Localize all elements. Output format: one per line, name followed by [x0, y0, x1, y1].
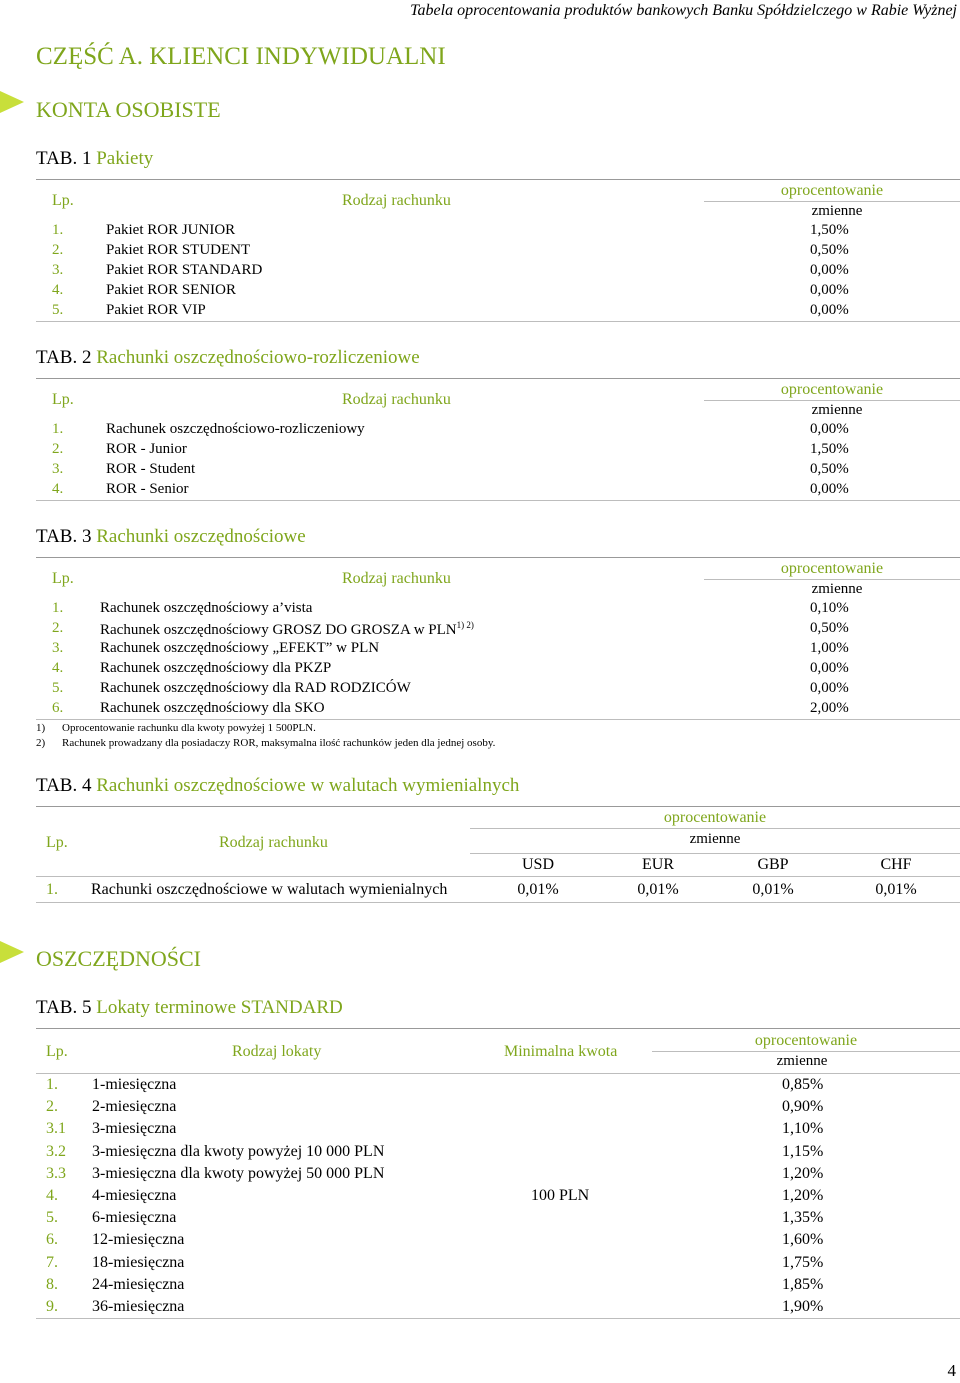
- row-rate: 1,15%: [782, 1142, 824, 1160]
- row-name: Rachunek oszczędnościowo-rozliczeniowy: [106, 421, 365, 437]
- row-name: ROR - Senior: [106, 481, 189, 497]
- tab3-number: TAB. 3: [36, 526, 92, 547]
- row-lp: 3.: [52, 262, 64, 278]
- footnote: [36, 737, 496, 749]
- row-name: Pakiet ROR JUNIOR: [106, 222, 236, 238]
- row-lp: 5.: [52, 680, 64, 696]
- tab4-subheader-rule: [470, 853, 960, 854]
- row-lp: 2.: [46, 1098, 58, 1116]
- row-name: 1-miesięczna: [92, 1076, 177, 1093]
- tab5-oproc-header: oprocentowanie: [754, 1032, 858, 1049]
- page-number: 4: [947, 1361, 956, 1380]
- row-name: 18-miesięczna: [92, 1253, 185, 1271]
- row-name: 4-miesięczna: [92, 1187, 177, 1204]
- tab1-header-rule: [704, 201, 960, 202]
- row-rate: 0,00%: [810, 660, 849, 676]
- tab2-bottom-rule: [36, 500, 960, 501]
- row-lp: 6.: [52, 700, 64, 716]
- row-name-text: Rachunek oszczędnościowy GROSZ DO GROSZA w PLN: [100, 622, 457, 638]
- row-lp: 1.: [52, 421, 64, 437]
- row-rate: 1,85%: [782, 1275, 824, 1293]
- section-title-oszczednosci: OSZCZĘDNOŚCI: [36, 946, 202, 971]
- row-lp: 5.: [52, 302, 64, 318]
- part-title: CZĘŚĆ A. KLIENCI INDYWIDUALNI: [36, 43, 446, 70]
- tab3-rodzaj-header: Rodzaj rachunku: [342, 570, 451, 587]
- tab3-top-rule: [36, 557, 960, 558]
- tab3-title: [36, 526, 306, 548]
- row-rate-chf: 0,01%: [875, 881, 917, 898]
- tab5-min-header: Minimalna kwota: [504, 1043, 618, 1060]
- row-lp: 1.: [46, 1076, 58, 1093]
- row-lp: 2.: [52, 242, 64, 258]
- arrow-marker-icon: [0, 91, 24, 113]
- row-lp: 2.: [52, 441, 64, 457]
- tab3-header-rule: [704, 579, 960, 580]
- tab4-name: Rachunki oszczędnościowe w walutach wymienialnych: [96, 775, 520, 796]
- tab1-name: Pakiety: [96, 148, 154, 169]
- tab5-header-rule: [652, 1051, 960, 1052]
- row-name: 6-miesięczna: [92, 1209, 177, 1227]
- tab2-title: [36, 347, 420, 369]
- tab2-number: TAB. 2: [36, 347, 92, 368]
- tab2-oproc-header: oprocentowanie: [780, 381, 884, 398]
- tab1-top-rule: [36, 179, 960, 180]
- footnote-mark: 2): [36, 737, 46, 749]
- row-lp: 2.: [52, 620, 64, 636]
- row-name: Rachunki oszczędnościowe w walutach wymienialnych: [91, 881, 448, 898]
- row-lp: 4.: [52, 660, 64, 676]
- row-rate: 0,00%: [810, 680, 849, 696]
- row-rate: 1,90%: [782, 1298, 824, 1315]
- row-rate: 0,00%: [810, 262, 849, 278]
- tab3-name: Rachunki oszczędnościowe: [96, 526, 306, 547]
- footnote: [36, 722, 316, 734]
- row-rate: 1,50%: [810, 441, 849, 457]
- row-lp: 1.: [52, 600, 64, 616]
- tab1-rodzaj-header: Rodzaj rachunku: [342, 192, 451, 209]
- row-lp: 4.: [52, 481, 64, 497]
- row-rate: 0,00%: [810, 421, 849, 437]
- tab4-bottom-rule: [36, 902, 960, 903]
- row-lp: 5.: [46, 1209, 58, 1227]
- tab1-number: TAB. 1: [36, 148, 92, 169]
- row-name: Pakiet ROR STUDENT: [106, 242, 251, 258]
- tab5-bottom-rule: [36, 1318, 960, 1319]
- footnote-mark: 1): [36, 722, 46, 734]
- row-rate: 0,50%: [810, 620, 849, 636]
- row-lp: 9.: [46, 1298, 58, 1315]
- row-lp: 1.: [52, 222, 64, 238]
- tab5-lp-header: Lp.: [46, 1043, 68, 1060]
- tab1-zmienne-header: zmienne: [811, 203, 863, 219]
- row-rate: 0,00%: [810, 481, 849, 497]
- tab4-zmienne-header: zmienne: [689, 831, 741, 847]
- row-name: Rachunek oszczędnościowy a’vista: [100, 600, 313, 616]
- tab4-number: TAB. 4: [36, 775, 92, 796]
- row-lp: 3.1: [46, 1120, 66, 1138]
- row-lp: 4.: [46, 1187, 58, 1204]
- row-rate-eur: 0,01%: [637, 881, 679, 898]
- tab3-zmienne-header: zmienne: [811, 581, 863, 597]
- row-name: Pakiet ROR SENIOR: [106, 282, 237, 298]
- tab1-oproc-header: oprocentowanie: [780, 182, 884, 199]
- tab4-oproc-header: oprocentowanie: [663, 809, 767, 826]
- row-rate: 1,35%: [782, 1209, 824, 1227]
- row-name: 36-miesięczna: [92, 1298, 185, 1315]
- row-name: 3-miesięczna dla kwoty powyżej 50 000 PLN: [92, 1164, 385, 1182]
- row-lp: 4.: [52, 282, 64, 298]
- min-amount: 100 PLN: [531, 1187, 590, 1204]
- row-name: 2-miesięczna: [92, 1098, 177, 1116]
- section-title-konta: KONTA OSOBISTE: [36, 97, 221, 122]
- row-rate: 2,00%: [810, 700, 849, 716]
- row-rate: 0,50%: [810, 242, 849, 258]
- row-rate-usd: 0,01%: [517, 881, 559, 898]
- row-rate: 0,85%: [782, 1076, 824, 1093]
- tab2-lp-header: Lp.: [52, 391, 74, 408]
- tab4-title: [36, 775, 519, 797]
- tab3-bottom-rule: [36, 719, 960, 720]
- tab4-rodzaj-header: Rodzaj rachunku: [219, 834, 328, 851]
- row-rate: 0,00%: [810, 302, 849, 318]
- row-lp: 7.: [46, 1253, 58, 1271]
- row-lp: 3.: [52, 461, 64, 477]
- row-name: 12-miesięczna: [92, 1231, 185, 1249]
- row-name: ROR - Student: [106, 461, 196, 477]
- document-header-title: Tabela oprocentowania produktów bankowych Banku Spółdzielczego w Rabie Wyżnej: [410, 2, 957, 19]
- row-rate: 1,60%: [782, 1231, 824, 1249]
- row-name: Rachunek oszczędnościowy „EFEKT” w PLN: [100, 640, 380, 656]
- currency-eur: EUR: [642, 856, 674, 873]
- tab2-zmienne-header: zmienne: [811, 402, 863, 418]
- row-rate: 0,00%: [810, 282, 849, 298]
- row-lp: 8.: [46, 1275, 58, 1293]
- row-lp: 3.2: [46, 1142, 66, 1160]
- tab5-name: Lokaty terminowe STANDARD: [96, 997, 343, 1018]
- arrow-marker-icon: [0, 941, 24, 963]
- tab1-lp-header: Lp.: [52, 192, 74, 209]
- currency-gbp: GBP: [757, 856, 789, 873]
- row-rate: 0,90%: [782, 1098, 824, 1116]
- tab5-top-rule: [36, 1028, 960, 1029]
- row-rate: 1,20%: [782, 1187, 824, 1204]
- row-rate: 0,10%: [810, 600, 849, 616]
- tab4-header-rule: [470, 828, 960, 829]
- row-name: 24-miesięczna: [92, 1275, 185, 1293]
- row-rate: 1,50%: [810, 222, 849, 238]
- row-lp: 3.3: [46, 1164, 66, 1182]
- tab2-rodzaj-header: Rodzaj rachunku: [342, 391, 451, 408]
- row-rate: 1,20%: [782, 1164, 824, 1182]
- row-name: Rachunek oszczędnościowy dla RAD RODZICÓW: [100, 680, 411, 696]
- tab3-lp-header: Lp.: [52, 570, 74, 587]
- tab4-top-rule: [36, 806, 960, 807]
- row-name: Pakiet ROR STANDARD: [106, 262, 263, 278]
- row-name: 3-miesięczna dla kwoty powyżej 10 000 PLN: [92, 1142, 385, 1160]
- tab5-zmienne-header: zmienne: [776, 1053, 828, 1069]
- row-name: 3-miesięczna: [92, 1120, 177, 1138]
- row-lp: 1.: [46, 881, 58, 898]
- row-name: Rachunek oszczędnościowy dla PKZP: [100, 660, 332, 676]
- currency-chf: CHF: [880, 856, 912, 873]
- tab4-body-top-rule: [36, 876, 960, 877]
- row-rate: 1,75%: [782, 1253, 824, 1271]
- row-name: Pakiet ROR VIP: [106, 302, 206, 318]
- tab1-bottom-rule: [36, 321, 960, 322]
- tab5-title: [36, 997, 343, 1019]
- row-rate: 1,00%: [810, 640, 849, 656]
- footnote-marks: 1) 2): [456, 620, 474, 630]
- tab5-body-top-rule: [36, 1073, 960, 1074]
- tab3-oproc-header: oprocentowanie: [780, 560, 884, 577]
- tab1-title: [36, 148, 153, 170]
- tab2-header-rule: [704, 400, 960, 401]
- row-rate: 0,50%: [810, 461, 849, 477]
- row-lp: 6.: [46, 1231, 58, 1249]
- tab4-lp-header: Lp.: [46, 834, 68, 851]
- row-rate-gbp: 0,01%: [752, 881, 794, 898]
- footnote-text: Oprocentowanie rachunku dla kwoty powyżej 1 500PLN.: [62, 722, 316, 734]
- row-name: Rachunek oszczędnościowy dla SKO: [100, 700, 325, 716]
- row-name: ROR - Junior: [106, 441, 187, 457]
- row-name: [100, 620, 474, 639]
- footnote-text: Rachunek prowadzany dla posiadaczy ROR, maksymalna ilość rachunków jeden dla jednej osoby.: [62, 737, 496, 749]
- tab2-top-rule: [36, 378, 960, 379]
- tab2-name: Rachunki oszczędnościowo-rozliczeniowe: [96, 347, 420, 368]
- row-lp: 3.: [52, 640, 64, 656]
- tab5-rodzaj-header: Rodzaj lokaty: [232, 1043, 322, 1060]
- tab5-number: TAB. 5: [36, 997, 92, 1018]
- row-rate: 1,10%: [782, 1120, 824, 1138]
- currency-usd: USD: [521, 856, 554, 873]
